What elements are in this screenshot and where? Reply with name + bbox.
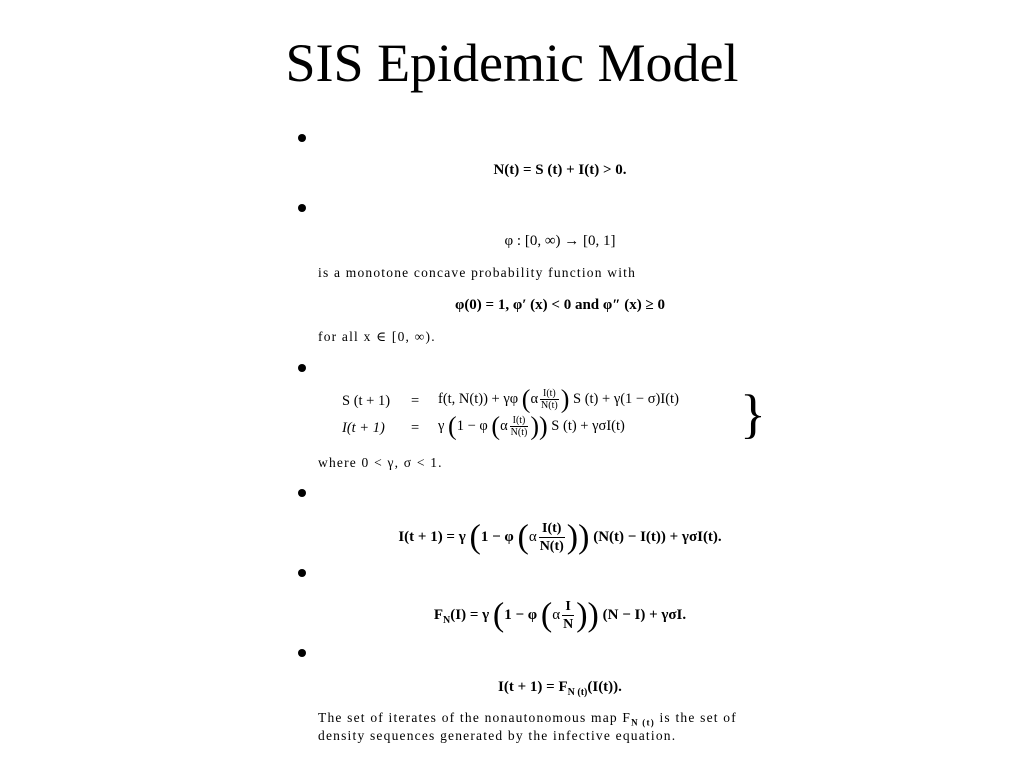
eq7-sub: N (t) — [567, 687, 588, 698]
eq6-a: F — [433, 606, 444, 623]
text-set-1a: The set of iterates of the nonautonomous map F — [318, 710, 632, 725]
paren-close: )) — [566, 518, 590, 556]
eq6-fraction — [562, 598, 574, 633]
right-brace: } — [740, 384, 766, 444]
paren-open: ( — [492, 596, 505, 634]
eq6-sub: N — [443, 614, 451, 626]
paren-open: ( — [521, 384, 531, 414]
paren-open: ( — [491, 411, 501, 441]
paren-close: )) — [530, 411, 548, 441]
eq6-b: (I) = γ — [450, 606, 490, 623]
alpha-symbol: α — [500, 417, 508, 434]
bullet-2 — [298, 204, 306, 212]
sys-row2-c: S (t) + γσI(t) — [551, 417, 625, 434]
bullet-1 — [298, 134, 306, 142]
eq7-b: (I(t)). — [587, 679, 622, 695]
sys-row1-rhs — [438, 384, 679, 414]
sys-row1-fraction — [540, 388, 559, 411]
equation-phi-mapping — [300, 231, 820, 251]
text-set-1b: is the set of — [654, 710, 737, 725]
equation-iteration — [300, 677, 820, 703]
eq7-a: I(t + 1) = F — [498, 679, 568, 695]
paren-close: ) — [560, 384, 570, 414]
eq5-fraction — [539, 520, 565, 555]
eq3-text: φ(0) = 1, φ′ (x) < 0 and φ″ (x) ≥ 0 — [454, 297, 666, 313]
sys-row2-a: γ — [438, 417, 445, 434]
paren-open: ( — [540, 596, 553, 634]
fraction-denominator: N(t) — [539, 539, 564, 554]
alpha-symbol: α — [530, 390, 539, 407]
fraction-numerator: I(t) — [539, 520, 565, 538]
text-forall: for all x ∈ [0, ∞). — [318, 329, 436, 344]
sys-row2-rhs — [438, 411, 625, 441]
sys-row1-lhs: S (t + 1) — [342, 393, 391, 409]
sys-row2-lhs: I(t + 1) — [342, 420, 385, 436]
sys-row1-b: S (t) + γ(1 − σ)I(t) — [573, 390, 679, 407]
fraction-numerator: I(t) — [510, 415, 529, 427]
eq5-c: (N(t) − I(t)) + γσI(t). — [593, 528, 722, 545]
alpha-symbol: α — [552, 606, 561, 623]
alpha-symbol: α — [528, 528, 537, 545]
paren-open: ( — [448, 411, 457, 441]
eq2-text: φ : [0, ∞) → [0, 1] — [504, 233, 616, 249]
equation-total-population — [300, 160, 820, 180]
eq5-a: I(t + 1) = γ — [398, 528, 466, 545]
eq6-d: (N − I) + γσI. — [602, 606, 687, 623]
equation-phi-conditions — [300, 295, 820, 315]
eq6-c: 1 − φ — [504, 606, 538, 623]
sys-row1-eq: = — [411, 393, 420, 409]
fraction-numerator: I — [562, 598, 574, 616]
text-where: where 0 < γ, σ < 1. — [318, 455, 443, 470]
text-set-sub: N (t) — [631, 717, 655, 728]
fraction-numerator: I(t) — [540, 388, 559, 400]
text-monotone: is a monotone concave probability function with — [318, 265, 637, 280]
fraction-denominator: N(t) — [541, 400, 558, 411]
equation-map-f — [300, 598, 820, 633]
text-density-sequences: density sequences generated by the infective equation. — [318, 728, 677, 743]
equation-infective — [300, 520, 820, 555]
paren-open: ( — [517, 518, 529, 556]
bullet-5 — [298, 569, 306, 577]
slide-title: SIS Epidemic Model — [285, 33, 739, 93]
sys-row2-fraction — [510, 415, 529, 438]
eq1-text: N(t) = S (t) + I(t) > 0. — [493, 162, 627, 178]
sys-row2-eq: = — [411, 420, 420, 436]
paren-open: ( — [469, 518, 481, 556]
bullet-4 — [298, 489, 306, 497]
fraction-denominator: N(t) — [510, 427, 528, 438]
bullet-3 — [298, 364, 306, 372]
bullet-6 — [298, 649, 306, 657]
sys-row2-b: 1 − φ — [456, 417, 488, 434]
fraction-denominator: N — [563, 617, 574, 632]
paren-close: )) — [576, 596, 599, 634]
eq5-b: 1 − φ — [480, 528, 514, 545]
sys-row1-a: f(t, N(t)) + γφ — [438, 390, 519, 407]
